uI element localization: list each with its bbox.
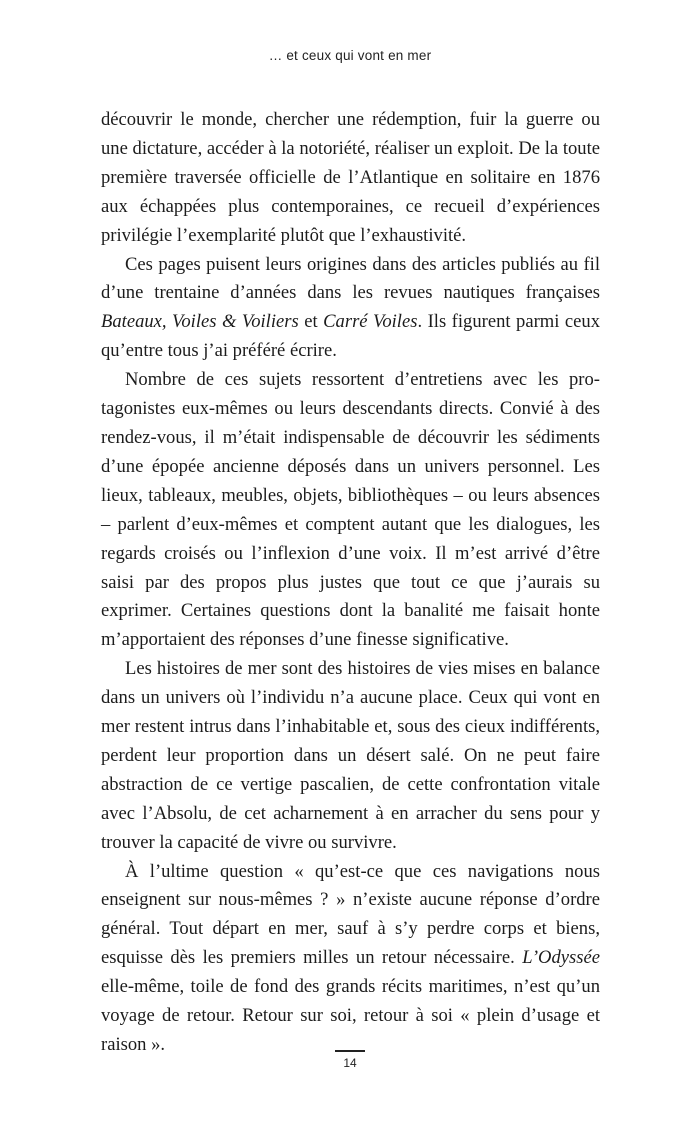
book-title-italic: L’Odyssée — [522, 947, 600, 969]
page-number: 14 — [343, 1056, 357, 1070]
text-run: elle-même, toile de fond des grands récits maritimes, n’est qu’un voyage de retour. Retour sur soi, retour à soi « plein d’usage et raison ». — [101, 976, 600, 1055]
paragraph-4 — [101, 655, 600, 857]
text-run: Les histoires de mer sont des histoires de vies mises en balance dans un univers où l’individu n’a aucune place. Ceux qui vont en mer restent intrus dans l’inhabitable et, sous des cieux indifférents, perdent leur proportion dans un désert salé. On ne peut faire abstraction de ce vertige pascalien, de cette confrontation vitale avec l’Absolu, de cet acharnement à en arracher du sens pour y trouver la capacité de vivre ou survivre. — [101, 658, 600, 853]
journal-title-italic: Carré Voiles — [323, 311, 418, 333]
text-run: Ces pages puisent leurs origines dans des articles publiés au fil d’une trentaine d’années dans les revues nautiques françaises — [101, 253, 600, 304]
text-run: et — [298, 311, 324, 333]
paragraph-5 — [101, 858, 600, 1060]
folio-rule — [335, 1050, 365, 1052]
text-run: À l’ultime question « qu’est-ce que ces navigations nous enseignent sur nous-mêmes ? » n’existe aucune réponse d’ordre général. Tout départ en mer, sauf à s’y perdre corps et biens, esquisse dès les premiers milles un retour nécessaire. — [101, 860, 600, 969]
body-text — [101, 106, 600, 1060]
paragraph-1 — [101, 106, 600, 251]
paragraph-2 — [101, 251, 600, 367]
text-run: découvrir le monde, chercher une rédemption, fuir la guerre ou une dictature, accéder à la notoriété, réaliser un exploit. De la toute première traversée officielle de l’Atlantique en solitaire en 1876 aux échappées plus contemporaines, ce recueil d’expériences privilégie l’exemplarité plutôt que l’exhaustivité. — [101, 109, 600, 246]
text-run: Nombre de ces sujets ressortent d’entretiens avec les protagonistes eux-mêmes ou leurs descendants directs. Convié à des rendez-vous, il m’était indispensable de découvrir les sédiments d’une épopée ancienne déposés dans un univers personnel. Les lieux, tableaux, meubles, objets, bibliothèques – ou leurs absences – parlent d’eux-mêmes et comptent autant que les dialogues, les regards croisés ou l’inflexion d’une voix. Il m’est arrivé d’être saisi par des propos plus justes que tout ce que j’aurais su exprimer. Certaines questions dont la banalité me faisait honte m’apportaient des réponses d’une finesse significative. — [101, 369, 600, 651]
running-head: … et ceux qui vont en mer — [268, 48, 432, 63]
text-run: . Ils figurent parmi ceux qu’entre tous j’ai préféré écrire. — [101, 311, 600, 362]
paragraph-3 — [101, 366, 600, 655]
journal-title-italic: Bateaux, Voiles & Voiliers — [101, 311, 299, 333]
